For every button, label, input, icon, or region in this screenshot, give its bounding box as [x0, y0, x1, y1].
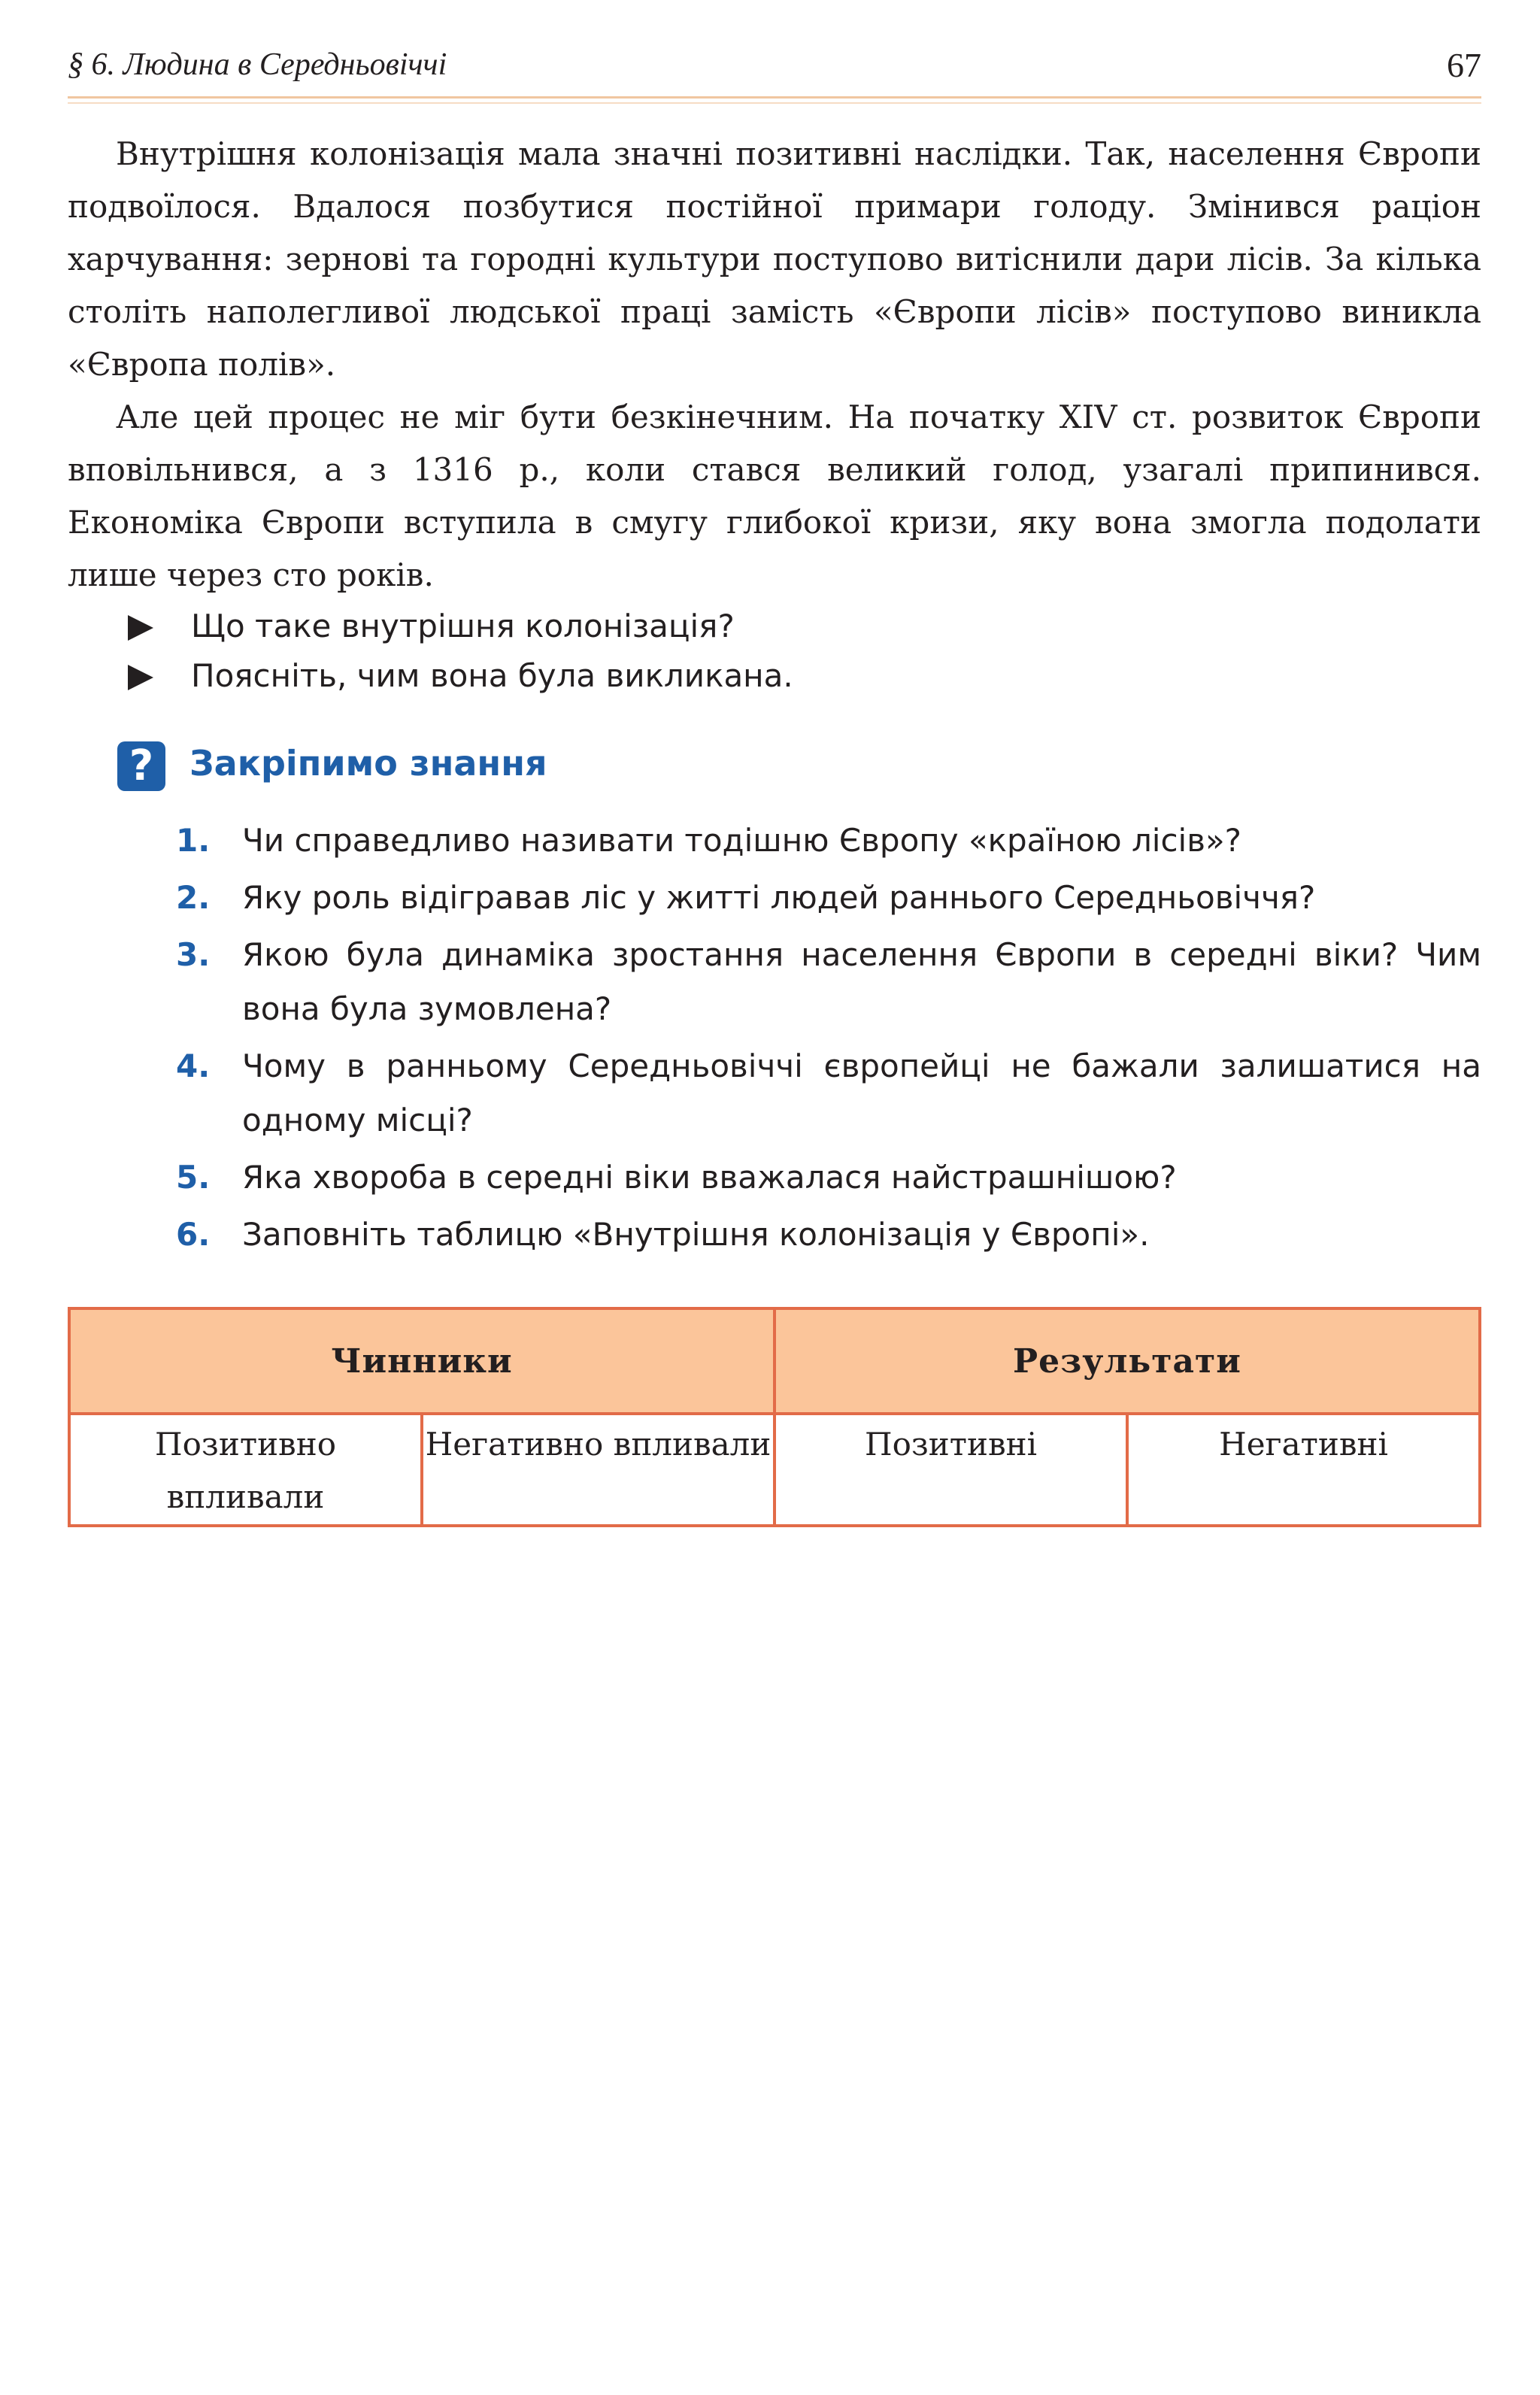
bullet-question-text: Що таке внутрішня колонізація?: [191, 608, 735, 644]
review-question: [68, 1208, 1481, 1262]
running-header: [68, 0, 1481, 105]
question-text: Яку роль відігравав ліс у житті людей раннього Середньовіччя?: [242, 879, 1316, 916]
section-title: Закріпимо знання: [189, 743, 547, 784]
question-number: 2.: [176, 879, 211, 916]
triangle-bullet-icon: [128, 665, 153, 690]
question-text: Якою була динаміка зростання населення Європи в середні віки? Чим вона була зумовлена?: [242, 936, 1481, 1027]
question-number: 4.: [176, 1047, 211, 1084]
header-divider: [68, 96, 1481, 99]
question-text: Яка хвороба в середні віки вважалася найстрашнішою?: [242, 1159, 1177, 1196]
chapter-title: § 6. Людина в Середньовіччі: [68, 47, 447, 82]
body-paragraph: Але цей процес не міг бути безкінечним. На початку XIV ст. розвиток Європи вповільнився, а з 1316 р., коли стався великий голод, узагалі припинився. Економіка Європи вступила в смугу глибокої кризи, яку вона змогла подолати лише через сто років.: [68, 399, 1481, 593]
review-question: [68, 1039, 1481, 1147]
question-number: 3.: [176, 936, 211, 973]
subheader-positive-influence: Позитивно впливали: [69, 1414, 422, 1526]
review-question: [68, 928, 1481, 1036]
bullet-question-text: Поясніть, чим вона була викликана.: [191, 657, 793, 694]
review-question: [68, 1151, 1481, 1205]
subheader-negative-results: Негативні: [1127, 1414, 1480, 1526]
section-heading: [68, 738, 1481, 799]
page-number: 67: [1447, 46, 1481, 84]
question-text: Чи справедливо називати тодішню Європу «країною лісів»?: [242, 822, 1241, 859]
header-results: Результати: [775, 1308, 1480, 1414]
body-paragraph: Внутрішня колонізація мала значні позитивні наслідки. Так, населення Європи подвоїлося. Вдалося позбутися постійної примари голоду. Змінився раціон харчування: зернові та городні культури поступово витіснили дари лісів. За кілька століть наполегливої людської праці замість «Європи лісів» поступово виникла «Європа полів».: [68, 135, 1481, 383]
table-header-row: [69, 1308, 1480, 1414]
bullet-question: [68, 651, 1481, 701]
subheader-negative-influence: Негативно впливали: [422, 1414, 775, 1526]
question-bullets: [68, 602, 1481, 701]
question-number: 1.: [176, 822, 211, 859]
question-number: 6.: [176, 1216, 211, 1253]
review-question: [68, 871, 1481, 925]
question-number: 5.: [176, 1159, 211, 1196]
question-text: Заповніть таблицю «Внутрішня колонізація у Європі».: [242, 1216, 1150, 1253]
table-row: [69, 1414, 1480, 1526]
colonization-table: [68, 1307, 1481, 1527]
review-questions: [68, 814, 1481, 1262]
question-text: Чому в ранньому Середньовіччі європейці не бажали залишатися на одному місці?: [242, 1047, 1481, 1138]
header-divider-secondary: [68, 102, 1481, 104]
subheader-positive-results: Позитивні: [775, 1414, 1127, 1526]
review-question: [68, 814, 1481, 868]
colonization-table-wrapper: [68, 1307, 1481, 1527]
question-mark-icon: ?: [117, 741, 165, 791]
triangle-bullet-icon: [128, 615, 153, 641]
textbook-page: [68, 0, 1481, 1527]
bullet-question: [68, 602, 1481, 651]
header-factors: Чинники: [69, 1308, 775, 1414]
